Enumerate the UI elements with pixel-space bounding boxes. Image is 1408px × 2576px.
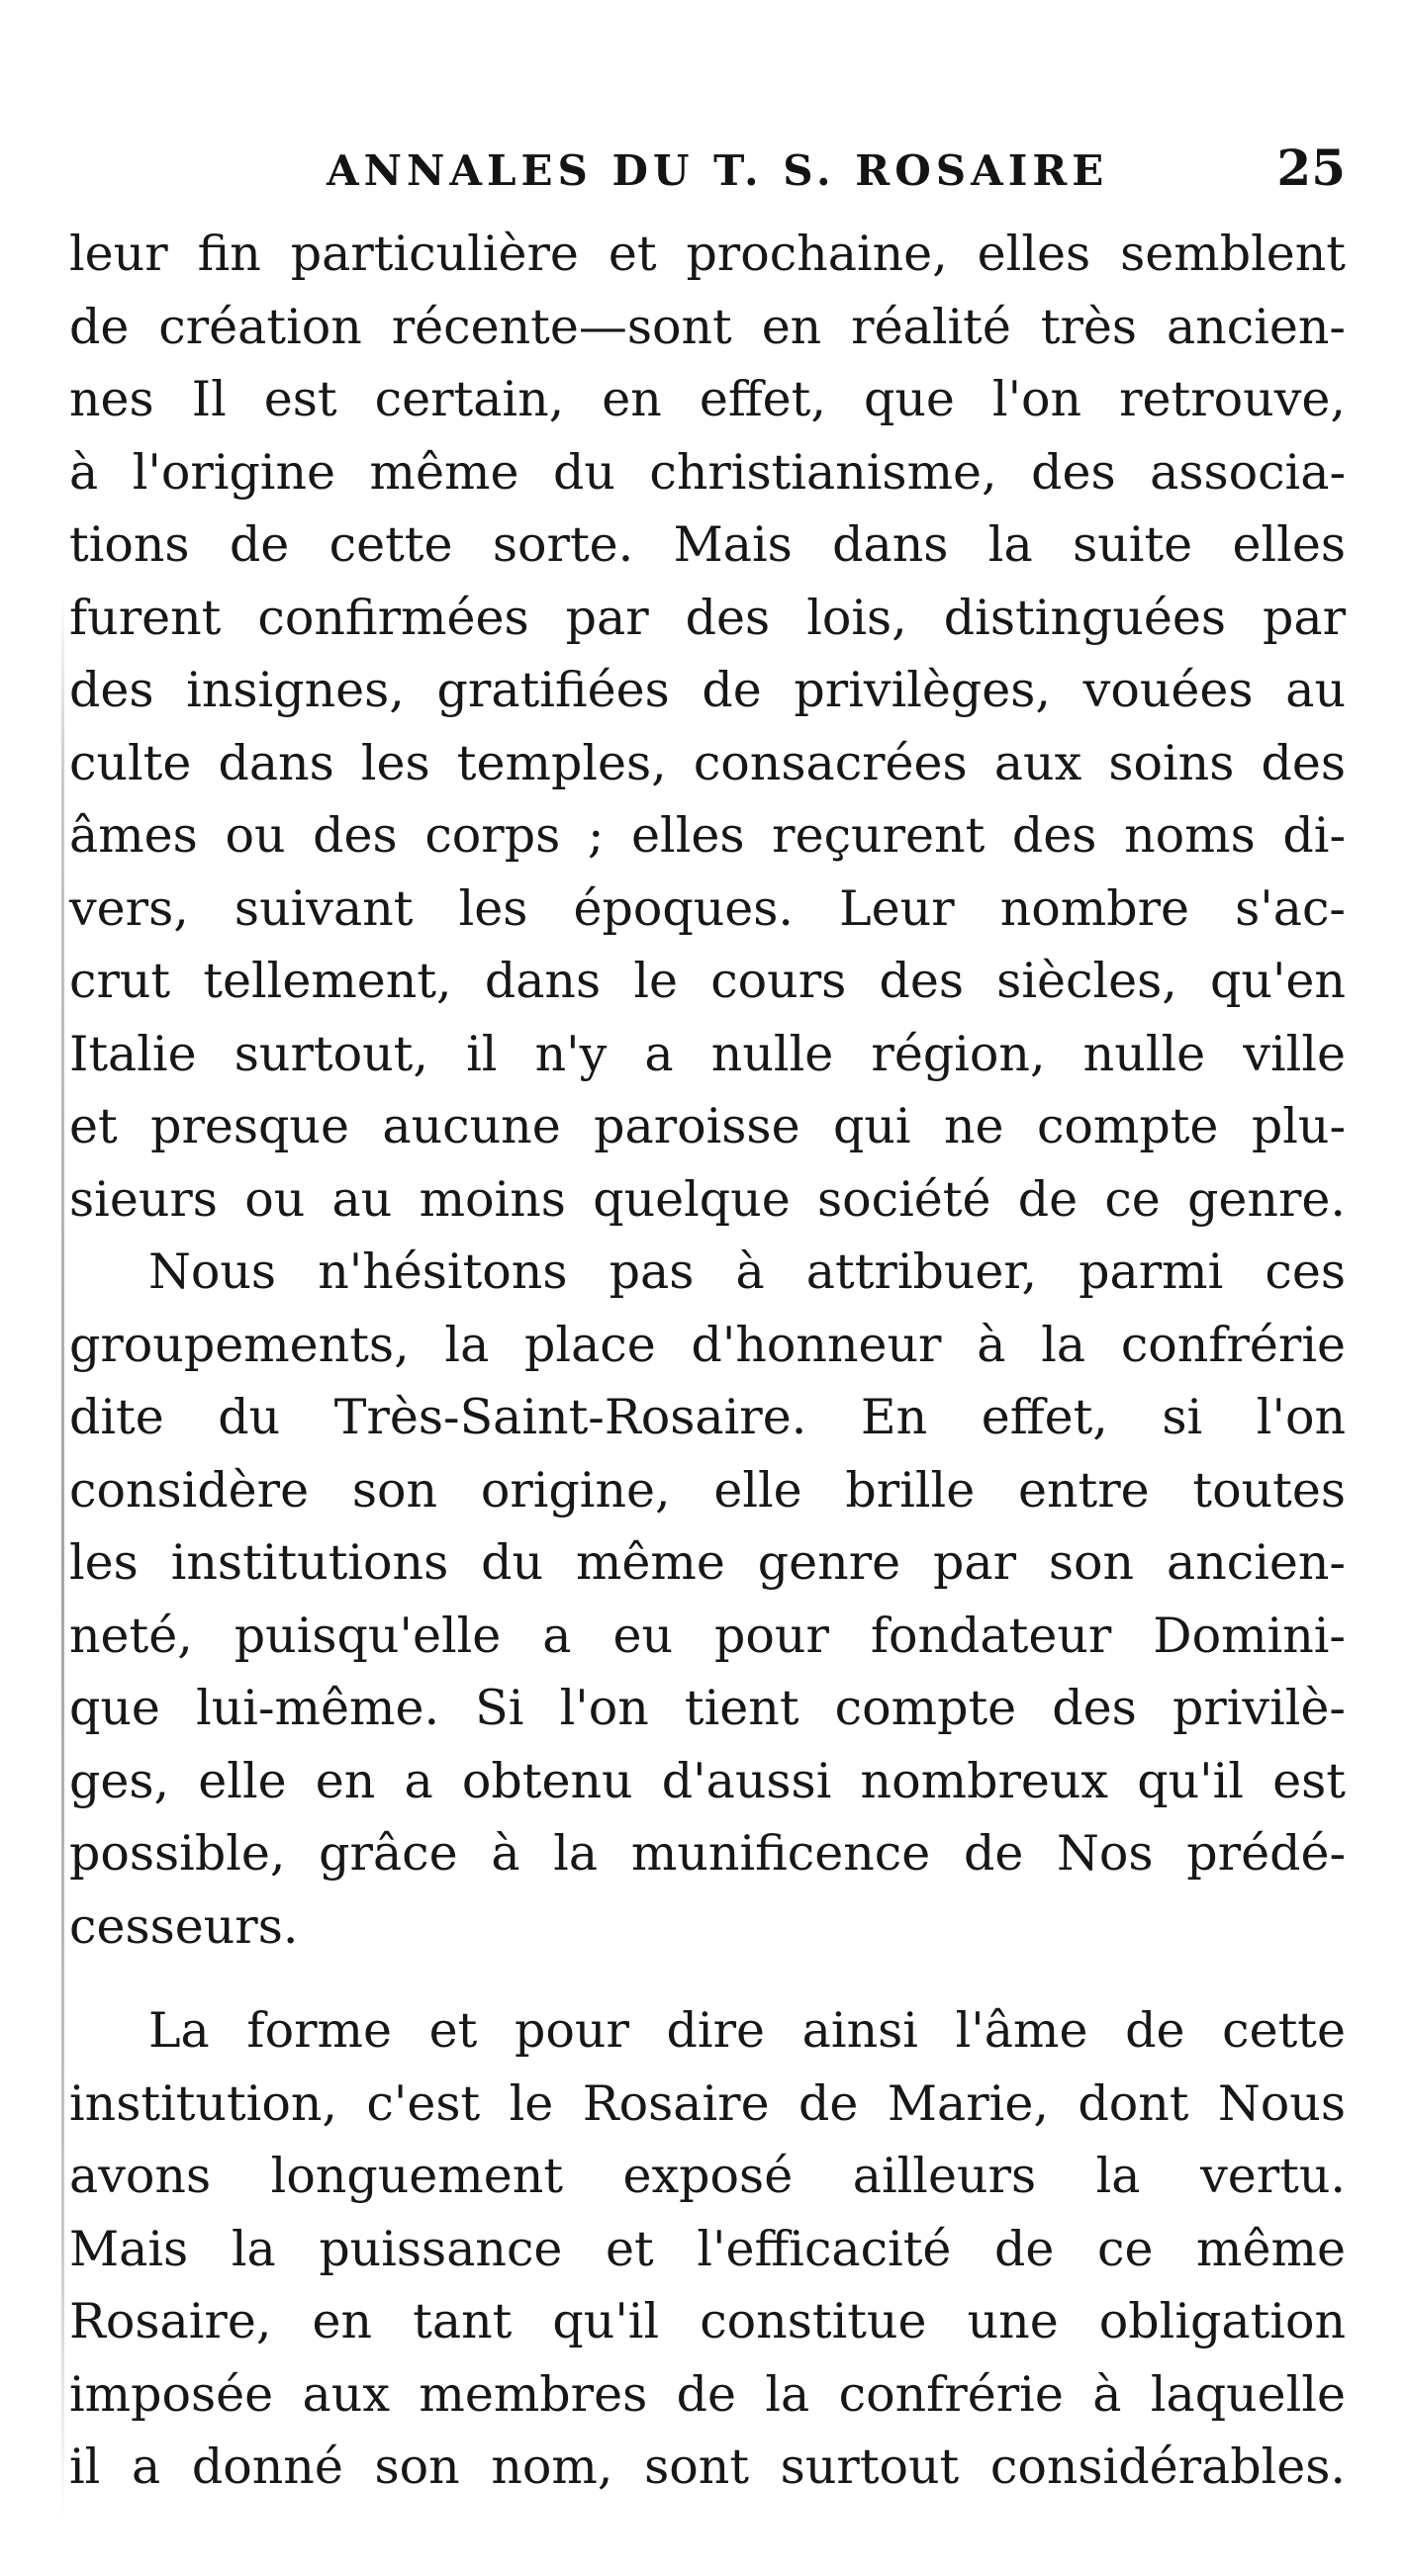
text-line: tions de cette sorte. Mais dans la suite elles xyxy=(69,516,1346,573)
text-line: institution, c'est le Rosaire de Marie, dont Nous xyxy=(69,2074,1346,2132)
text-line: Rosaire, en tant qu'il constitue une obligation xyxy=(69,2293,1346,2349)
text-line: leur fin particulière et prochaine, elles semblent xyxy=(69,226,1346,282)
text-line: ges, elle en a obtenu d'aussi nombreux qu'il est xyxy=(69,1752,1346,1809)
text-line: nes Il est certain, en effet, que l'on retrouve, xyxy=(69,371,1346,427)
text-line: âmes ou des corps ; elles reçurent des noms di- xyxy=(69,807,1346,864)
running-header xyxy=(59,138,1346,208)
text-line: considère son origine, elle brille entre toutes xyxy=(69,1461,1346,1518)
text-line: les institutions du même genre par son ancien- xyxy=(69,1534,1346,1591)
text-line: dite du Très-Saint-Rosaire. En effet, si l'on xyxy=(69,1389,1346,1445)
text-line: groupements, la place d'honneur à la confrérie xyxy=(69,1316,1346,1373)
text-line: Nous n'hésitons pas à attribuer, parmi ces xyxy=(148,1243,1346,1300)
paragraph-gap xyxy=(69,1963,1346,1994)
text-line: Italie surtout, il n'y a nulle région, nulle ville xyxy=(69,1025,1346,1082)
text-line: avons longuement exposé ailleurs la vertu. xyxy=(69,2148,1346,2204)
text-line: possible, grâce à la munificence de Nos prédé- xyxy=(69,1825,1346,1882)
text-line: vers, suivant les époques. Leur nombre s'ac- xyxy=(69,879,1346,937)
text-line: La forme et pour dire ainsi l'âme de cette xyxy=(148,2002,1346,2059)
text-line: cesseurs. xyxy=(69,1897,299,1955)
text-line: neté, puisqu'elle a eu pour fondateur Domini- xyxy=(69,1607,1346,1664)
text-line: de création récente—sont en réalité très ancien- xyxy=(69,298,1346,355)
text-line: que lui-même. Si l'on tient compte des privilè- xyxy=(69,1680,1346,1736)
text-line: et presque aucune paroisse qui ne compte plu- xyxy=(69,1098,1346,1154)
text-line: crut tellement, dans le cours des siècles, qu'en xyxy=(69,953,1346,1009)
text-line: il a donné son nom, sont surtout considérables. xyxy=(69,2438,1346,2495)
running-title: ANNALES DU T. S. ROSAIRE xyxy=(327,146,1109,195)
body-text xyxy=(69,218,1346,2504)
text-line: imposée aux membres de la confrérie à laquelle xyxy=(69,2365,1346,2423)
page-number: 25 xyxy=(1276,138,1346,197)
text-line: culte dans les temples, consacrées aux soins des xyxy=(69,734,1346,791)
text-line: des insignes, gratifiées de privilèges, vouées au xyxy=(69,662,1346,718)
text-line: furent confirmées par des lois, distinguées par xyxy=(69,589,1346,646)
text-line: à l'origine même du christianisme, des associa- xyxy=(69,443,1346,501)
page-binding-edge xyxy=(61,594,64,2523)
text-line: sieurs ou au moins quelque société de ce genre. xyxy=(69,1170,1346,1228)
text-line: Mais la puissance et l'efficacité de ce même xyxy=(69,2220,1346,2277)
